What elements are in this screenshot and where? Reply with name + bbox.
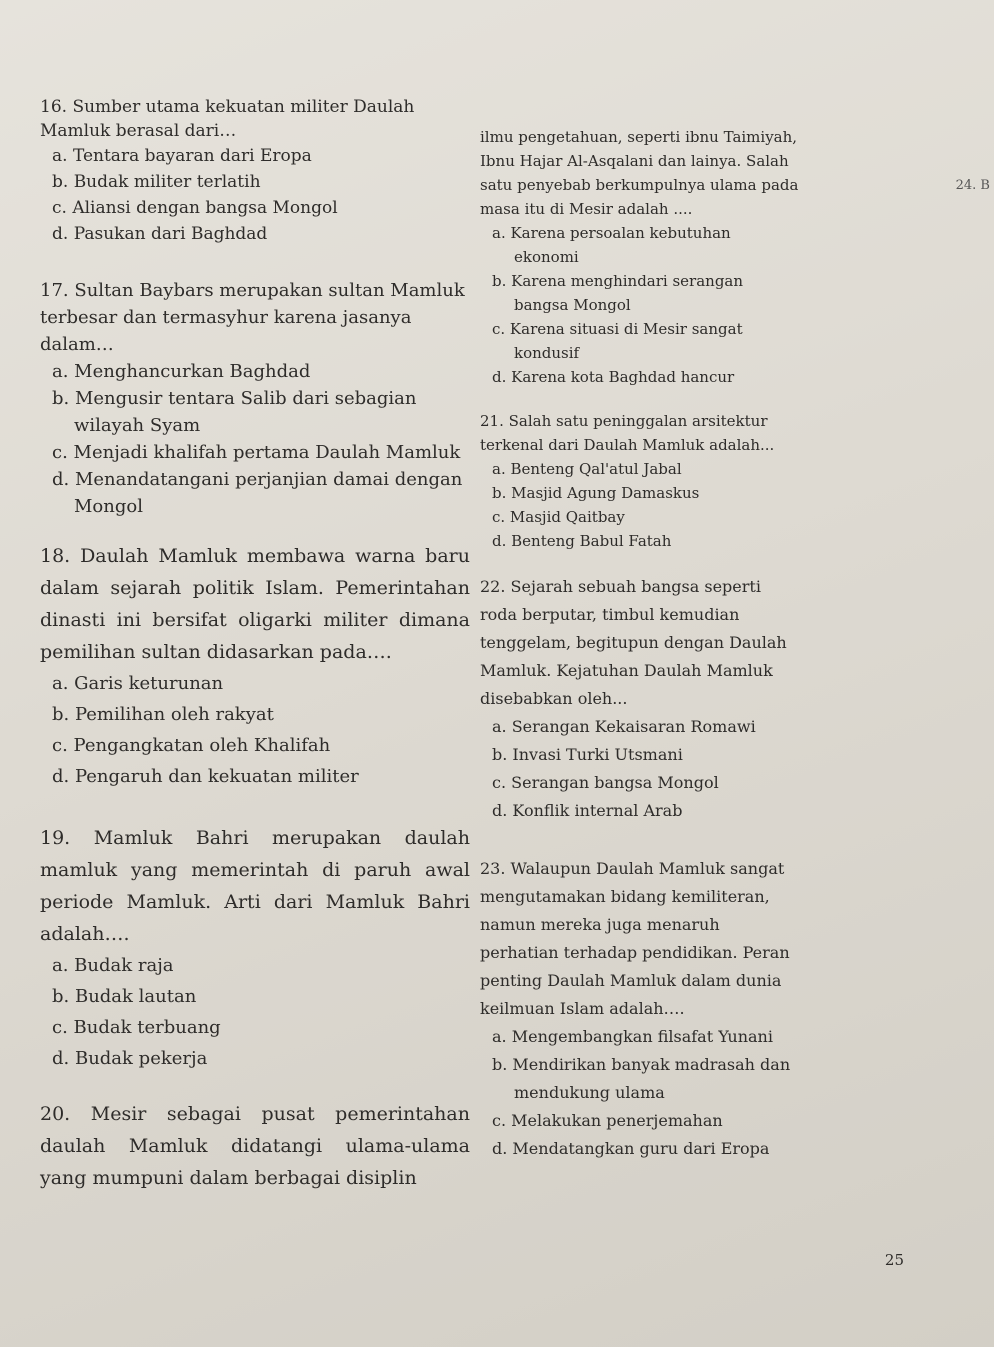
option-b: b. Budak lautan — [52, 986, 197, 1007]
option-a: a. Serangan Kekaisaran Romawi — [492, 717, 756, 736]
option-b: b. Masjid Agung Damaskus — [492, 484, 700, 502]
question-number: 21. — [480, 412, 504, 430]
left-column — [40, 95, 470, 1214]
option-a: a. Mengembangkan filsafat Yunani — [492, 1027, 773, 1046]
option-a: a. Menghancurkan Baghdad — [52, 361, 311, 382]
question-number: 22. — [480, 577, 506, 596]
option-d: d. Budak pekerja — [52, 1048, 208, 1069]
option-b: b. Budak militer terlatih — [52, 172, 261, 192]
question-text: Daulah Mamluk membawa warna baru dalam sejarah politik Islam. Pemerintahan dinasti ini bersifat oligarki militer dimana pemilihan sultan didasarkan pada…. — [40, 545, 470, 663]
option-d: d. Menandatangani perjanjian damai dengan Mongol — [52, 469, 463, 517]
option-b: b. Pemilihan oleh rakyat — [52, 704, 274, 725]
question-text: Sumber utama kekuatan militer Daulah Mamluk berasal dari… — [40, 97, 415, 141]
question-22 — [480, 573, 800, 825]
option-c: c. Aliansi dengan bangsa Mongol — [52, 198, 338, 218]
option-d: d. Benteng Babul Fatah — [492, 532, 672, 550]
question-text: Sultan Baybars merupakan sultan Mamluk terbesar dan termasyhur karena jasanya dalam… — [40, 280, 465, 355]
question-number: 19. — [40, 827, 71, 849]
question-16 — [40, 95, 470, 247]
option-b: b. Mengusir tentara Salib dari sebagian wilayah Syam — [52, 388, 417, 436]
option-d: d. Karena kota Baghdad hancur — [492, 368, 735, 386]
option-c: c. Masjid Qaitbay — [492, 508, 625, 526]
question-number: 17. — [40, 280, 69, 301]
question-text: Walaupun Daulah Mamluk sangat mengutamakan bidang kemiliteran, namun mereka juga menaruh perhatian terhadap pendidikan. Peran penting Daulah Mamluk dalam dunia keilmuan Islam adalah…. — [480, 859, 790, 1018]
question-number: 23. — [480, 859, 506, 878]
option-a: a. Tentara bayaran dari Eropa — [52, 146, 312, 166]
option-c: c. Melakukan penerjemahan — [492, 1111, 723, 1130]
option-d: d. Pengaruh dan kekuatan militer — [52, 766, 359, 787]
option-b: b. Karena menghindari serangan bangsa Mongol — [492, 272, 744, 314]
question-number: 18. — [40, 545, 71, 567]
question-23 — [480, 855, 800, 1163]
question-text: ilmu pengetahuan, seperti ibnu Taimiyah, Ibnu Hajar Al-Asqalani dan lainya. Salah satu penyebab berkumpulnya ulama pada masa itu di Mesir adalah .... — [480, 128, 799, 218]
question-text: Mamluk Bahri merupakan daulah mamluk yang memerintah di paruh awal periode Mamluk. Arti dari Mamluk Bahri adalah…. — [40, 827, 471, 945]
question-21 — [480, 409, 800, 553]
option-b: b. Invasi Turki Utsmani — [492, 745, 683, 764]
question-text: Mesir sebagai pusat pemerintahan daulah Mamluk didatangi ulama-ulama yang mumpuni dalam berbagai disiplin — [40, 1103, 470, 1189]
question-20 — [40, 1098, 470, 1194]
option-c: c. Serangan bangsa Mongol — [492, 773, 719, 792]
option-a: a. Budak raja — [52, 955, 174, 976]
option-c: c. Karena situasi di Mesir sangat kondusif — [492, 320, 743, 362]
question-19 — [40, 822, 470, 1074]
option-c: c. Budak terbuang — [52, 1017, 221, 1038]
option-b: b. Mendirikan banyak madrasah dan mendukung ulama — [492, 1055, 791, 1102]
right-column — [480, 125, 800, 1183]
option-d: d. Mendatangkan guru dari Eropa — [492, 1139, 770, 1158]
question-number: 20. — [40, 1103, 71, 1125]
question-20-continued — [480, 125, 800, 389]
question-17 — [40, 277, 470, 520]
option-a: a. Karena persoalan kebutuhan ekonomi — [492, 224, 731, 266]
next-page-edge-text: 24. B — [955, 178, 990, 193]
option-a: a. Benteng Qal'atul Jabal — [492, 460, 682, 478]
option-a: a. Garis keturunan — [52, 673, 224, 694]
option-c: c. Menjadi khalifah pertama Daulah Mamluk — [52, 442, 461, 463]
question-number: 16. — [40, 97, 68, 117]
question-18 — [40, 540, 470, 792]
page-number: 25 — [884, 1251, 904, 1269]
option-d: d. Konflik internal Arab — [492, 801, 683, 820]
option-c: c. Pengangkatan oleh Khalifah — [52, 735, 331, 756]
question-text: Sejarah sebuah bangsa seperti roda berputar, timbul kemudian tenggelam, begitupun dengan Daulah Mamluk. Kejatuhan Daulah Mamluk disebabkan oleh... — [480, 577, 787, 708]
option-d: d. Pasukan dari Baghdad — [52, 224, 268, 244]
question-text: Salah satu peninggalan arsitektur terkenal dari Daulah Mamluk adalah... — [480, 412, 775, 454]
